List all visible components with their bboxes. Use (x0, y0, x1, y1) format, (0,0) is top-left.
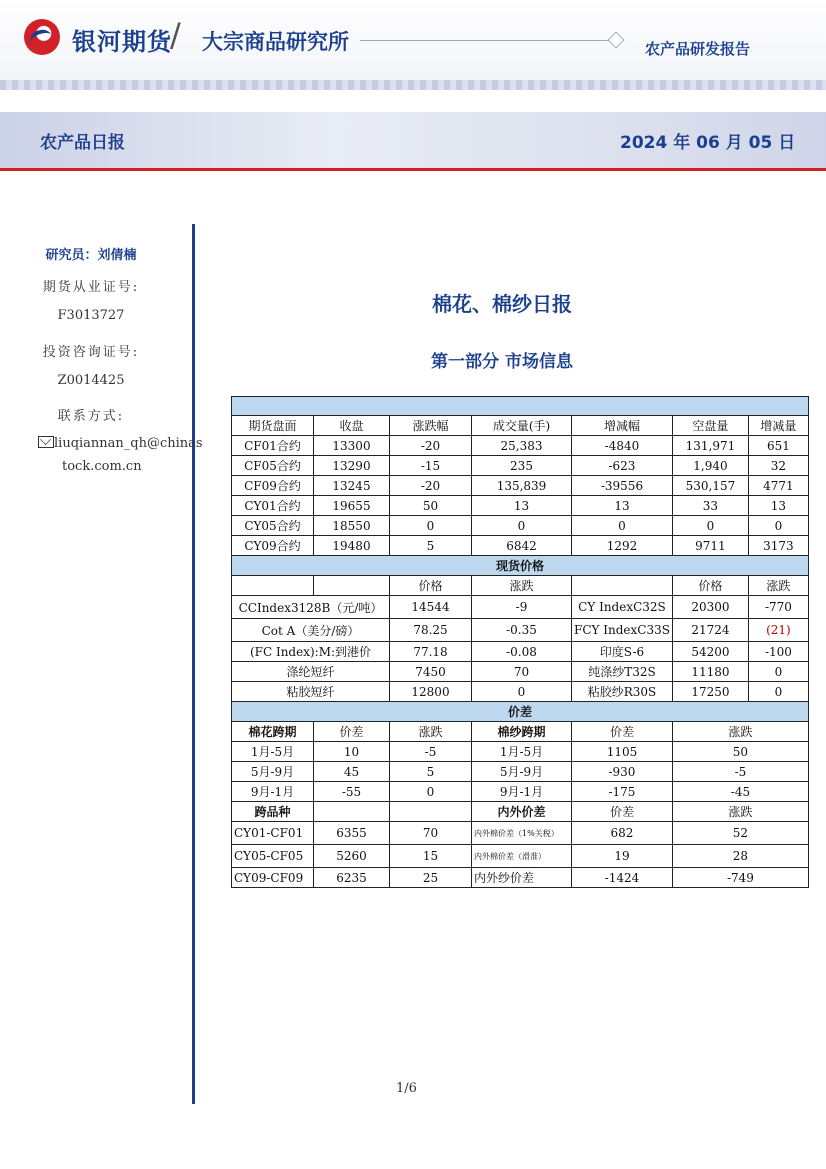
table-cell: -0.08 (472, 642, 572, 662)
table-cell: 235 (472, 456, 572, 476)
title-underline (0, 168, 826, 171)
table-cell: -20 (390, 436, 472, 456)
cross-header-row (232, 802, 809, 822)
table-row (232, 822, 809, 845)
table-cell: 3173 (748, 536, 808, 556)
table-cell: 11180 (672, 662, 748, 682)
table-cell: CY01合约 (232, 496, 314, 516)
table-cell: 70 (390, 822, 472, 845)
market-data-table (231, 396, 809, 888)
spot-band-row (232, 556, 809, 576)
table-cell: -100 (748, 642, 808, 662)
email-line-1[interactable]: liuqiannan_qh@chinas (54, 436, 203, 451)
consult-number: Z0014425 (57, 373, 125, 388)
table-cell: 5月-9月 (232, 762, 314, 782)
table-cell: 32 (748, 456, 808, 476)
table-cell: 12800 (390, 682, 472, 702)
sidebar-divider (192, 224, 195, 1104)
table-cell: 9月-1月 (472, 782, 572, 802)
table-cell: 20300 (672, 596, 748, 619)
table-cell: 13 (472, 496, 572, 516)
table-cell: 0 (748, 662, 808, 682)
page-number: 1/6 (396, 1081, 417, 1096)
table-cell: 25 (390, 868, 472, 888)
table-cell: -770 (748, 596, 808, 619)
table-cell: -1424 (572, 868, 673, 888)
table-header-cell: 涨跌 (472, 576, 572, 596)
table-row (232, 845, 809, 868)
table-cell: 涤纶短纤 (232, 662, 390, 682)
table-cell: 13300 (314, 436, 390, 456)
table-cell: 54200 (672, 642, 748, 662)
table-cell: 131,971 (672, 436, 748, 456)
table-header-cell: 收盘 (314, 416, 390, 436)
table-cell: 13290 (314, 456, 390, 476)
table-cell: 78.25 (390, 619, 472, 642)
table-header-cell: 涨跌 (748, 576, 808, 596)
table-cell: 25,383 (472, 436, 572, 456)
table-header-cell: 涨跌 (672, 802, 808, 822)
table-cell: 13 (748, 496, 808, 516)
table-cell: 1月-5月 (232, 742, 314, 762)
table-cell: 7450 (390, 662, 472, 682)
table-top-band (232, 397, 809, 416)
table-header-cell: 涨跌 (390, 722, 472, 742)
table-cell: 0 (390, 516, 472, 536)
contact-label: 联系方式: (57, 409, 125, 424)
table-header-cell: 涨跌 (672, 722, 808, 742)
table-cell: (FC Index):M:到港价 (232, 642, 390, 662)
email-line-2[interactable]: tock.com.cn (62, 459, 142, 474)
table-cell: 9711 (672, 536, 748, 556)
table-cell: 9月-1月 (232, 782, 314, 802)
table-row (232, 536, 809, 556)
table-header-cell: 价差 (314, 722, 390, 742)
table-header-cell: 增减量 (748, 416, 808, 436)
table-cell: 0 (572, 516, 673, 536)
table-row (232, 516, 809, 536)
table-cell: CY09合约 (232, 536, 314, 556)
table-row (232, 782, 809, 802)
table-cell: -175 (572, 782, 673, 802)
spot-header-row (232, 576, 809, 596)
table-cell: 13245 (314, 476, 390, 496)
table-cell: -4840 (572, 436, 673, 456)
table-cell: CY05-CF05 (232, 845, 314, 868)
table-header-cell: 内外价差 (472, 802, 572, 822)
table-cell: CF05合约 (232, 456, 314, 476)
table-cell: 粘胶短纤 (232, 682, 390, 702)
table-cell: 19480 (314, 536, 390, 556)
spread-band-row (232, 702, 809, 722)
table-header-cell: 涨跌幅 (390, 416, 472, 436)
table-header-cell (232, 576, 314, 596)
table-cell: CF09合约 (232, 476, 314, 496)
table-cell: 0 (472, 516, 572, 536)
table-cell: -45 (672, 782, 808, 802)
table-cell: 682 (572, 822, 673, 845)
table-row (232, 682, 809, 702)
table-cell: 5 (390, 536, 472, 556)
table-header-cell: 价差 (572, 802, 673, 822)
spread-header-row (232, 722, 809, 742)
table-row (232, 662, 809, 682)
email-icon (38, 436, 54, 448)
table-cell-negative: (21) (748, 619, 808, 642)
table-cell: -749 (672, 868, 808, 888)
table-cell: 内外棉价差（1%关税） (472, 822, 572, 845)
table-cell: 77.18 (390, 642, 472, 662)
table-cell: 5月-9月 (472, 762, 572, 782)
table-row (232, 868, 809, 888)
table-cell: 6235 (314, 868, 390, 888)
brand-divider: / (170, 16, 181, 54)
table-cell: 4771 (748, 476, 808, 496)
table-cell: -15 (390, 456, 472, 476)
table-header-cell: 价格 (672, 576, 748, 596)
table-header-cell: 期货盘面 (232, 416, 314, 436)
table-header-cell (314, 576, 390, 596)
table-cell: 0 (748, 516, 808, 536)
consult-label: 投资咨询证号: (42, 345, 140, 360)
table-header-cell (314, 802, 390, 822)
table-header-cell (390, 802, 472, 822)
table-cell: -5 (390, 742, 472, 762)
futures-header-row (232, 416, 809, 436)
table-cell: CY IndexC32S (572, 596, 673, 619)
table-cell: 21724 (672, 619, 748, 642)
table-header-cell: 成交量(手) (472, 416, 572, 436)
table-cell: CF01合约 (232, 436, 314, 456)
table-cell: 135,839 (472, 476, 572, 496)
table-cell: 10 (314, 742, 390, 762)
table-cell: CY05合约 (232, 516, 314, 536)
table-cell: 1292 (572, 536, 673, 556)
report-type: 农产品研发报告 (645, 40, 751, 58)
table-header-cell: 跨品种 (232, 802, 314, 822)
table-header-cell: 增减幅 (572, 416, 673, 436)
table-cell: 0 (472, 682, 572, 702)
table-row (232, 496, 809, 516)
table-header-cell (572, 576, 673, 596)
table-row (232, 456, 809, 476)
table-cell: 17250 (672, 682, 748, 702)
table-row (232, 742, 809, 762)
table-cell: 33 (672, 496, 748, 516)
table-cell: 18550 (314, 516, 390, 536)
table-cell: 50 (672, 742, 808, 762)
table-cell: Cot A（美分/磅） (232, 619, 390, 642)
table-cell: 印度S-6 (572, 642, 673, 662)
table-cell: 5260 (314, 845, 390, 868)
table-cell: 45 (314, 762, 390, 782)
table-row (232, 619, 809, 642)
header-rule (360, 40, 610, 41)
license-label: 期货从业证号: (42, 280, 140, 295)
table-cell: -20 (390, 476, 472, 496)
table-cell: CCIndex3128B（元/吨） (232, 596, 390, 619)
table-cell: -55 (314, 782, 390, 802)
table-cell: 5 (390, 762, 472, 782)
table-cell: 50 (390, 496, 472, 516)
table-cell: -0.35 (472, 619, 572, 642)
section-title: 第一部分 市场信息 (431, 352, 573, 372)
table-cell: -39556 (572, 476, 673, 496)
table-cell: 1月-5月 (472, 742, 572, 762)
table-cell: 1,940 (672, 456, 748, 476)
table-header-cell: 空盘量 (672, 416, 748, 436)
document-type: 农产品日报 (40, 133, 125, 153)
table-cell: 0 (748, 682, 808, 702)
table-cell: 内外棉价差（滑准） (472, 845, 572, 868)
table-cell: 1105 (572, 742, 673, 762)
table-cell: 6355 (314, 822, 390, 845)
table-cell: 530,157 (672, 476, 748, 496)
table-cell: -9 (472, 596, 572, 619)
table-cell: 52 (672, 822, 808, 845)
analyst-name: 研究员：刘倩楠 (45, 248, 137, 263)
table-cell: 651 (748, 436, 808, 456)
table-cell: 0 (390, 782, 472, 802)
table-row (232, 596, 809, 619)
table-cell: -5 (672, 762, 808, 782)
table-row (232, 436, 809, 456)
table-header-cell: 棉花跨期 (232, 722, 314, 742)
table-cell: -930 (572, 762, 673, 782)
table-cell: 70 (472, 662, 572, 682)
table-cell: -623 (572, 456, 673, 476)
table-row (232, 476, 809, 496)
table-cell: CY01-CF01 (232, 822, 314, 845)
table-cell: 13 (572, 496, 673, 516)
table-cell: 14544 (390, 596, 472, 619)
table-cell: 19655 (314, 496, 390, 516)
table-row (232, 762, 809, 782)
table-cell: CY09-CF09 (232, 868, 314, 888)
table-cell: 19 (572, 845, 673, 868)
table-cell: 内外纱价差 (472, 868, 572, 888)
section-band: 现货价格 (232, 556, 809, 576)
table-cell: 纯涤纱T32S (572, 662, 673, 682)
table-cell: 28 (672, 845, 808, 868)
table-cell: FCY IndexC33S (572, 619, 673, 642)
table-cell: 6842 (472, 536, 572, 556)
license-number: F3013727 (57, 308, 125, 323)
table-header-cell: 棉纱跨期 (472, 722, 572, 742)
brand-department: 大宗商品研究所 (202, 30, 349, 54)
brand-name: 银河期货 (72, 28, 172, 56)
table-row (232, 642, 809, 662)
page-title: 棉花、棉纱日报 (432, 292, 572, 316)
document-date: 2024 年 06 月 05 日 (620, 133, 796, 153)
table-cell: 0 (672, 516, 748, 536)
section-band: 价差 (232, 702, 809, 722)
table-header-cell: 价格 (390, 576, 472, 596)
table-header-cell: 价差 (572, 722, 673, 742)
table-cell: 15 (390, 845, 472, 868)
header-stripe (0, 80, 826, 90)
table-cell: 粘胶纱R30S (572, 682, 673, 702)
